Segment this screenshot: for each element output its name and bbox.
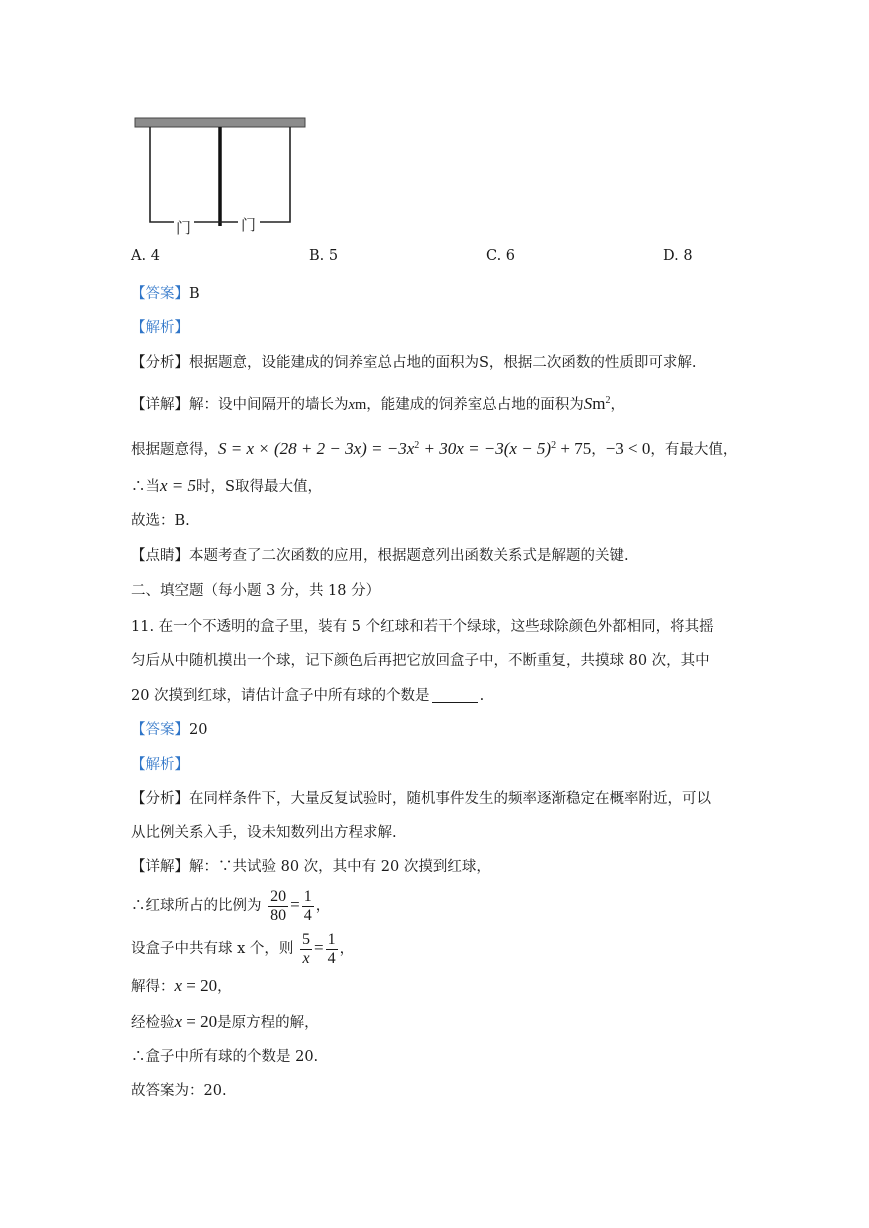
option-d: D. 8 [663, 248, 693, 264]
fenxi-tag: 【分析】 [131, 791, 189, 807]
q11-xiangjie-7: 故答案为：20. [131, 1083, 227, 1099]
xj-text: 是原方程的解， [217, 1015, 319, 1031]
unit-m: m [354, 396, 367, 413]
dianjing-text: 本题考查了二次函数的应用，根据题意列出函数关系式是解题的关键. [189, 548, 629, 564]
answer-value: 20 [189, 722, 208, 738]
equation-s: S = x × (28 + 2 − 3x) = −3x [218, 438, 415, 458]
equals: = [290, 895, 300, 914]
answer-value: B [189, 286, 200, 302]
q10-fenxi [131, 353, 697, 373]
q10-answer [131, 284, 200, 304]
numerator: 5 [302, 930, 311, 948]
fenxi-text: 根据题意，设能建成的饲养室总占地的面积为S，根据二次函数的性质即可求解. [189, 355, 697, 371]
q11-xiangjie-6: ∴盒子中所有球的个数是 20. [131, 1049, 319, 1065]
var-x: x [174, 976, 183, 995]
xj-text: 根据题意得， [131, 441, 218, 458]
q10-xiangjie-3 [131, 476, 322, 497]
q10-jiexi [131, 318, 189, 338]
section-heading: 二、填空题（每小题 3 分，共 18 分） [131, 583, 381, 599]
option-a: A. 4 [131, 248, 160, 264]
xj-text: ， [610, 396, 625, 413]
dianjing-tag: 【点睛】 [131, 548, 189, 564]
xj-text: 时，S取得最大值， [196, 479, 322, 495]
door-right-label: 门 [241, 216, 257, 234]
q11-line-1: 11. 在一个不透明的盒子里，装有 5 个红球和若干个绿球，这些球除颜色外都相同，将其摇 [131, 619, 714, 635]
numerator: 20 [270, 887, 287, 905]
unit-m2: m [592, 393, 606, 413]
option-b: B. 5 [309, 248, 339, 264]
xj-text: 解得： [131, 979, 175, 995]
right-fence-end [260, 127, 290, 222]
sup-2: 2 [605, 395, 611, 406]
equals: = [314, 938, 324, 957]
equation-s: + 75 [556, 438, 592, 458]
sup-2: 2 [551, 440, 557, 451]
left-fence [150, 127, 174, 222]
q11-fenxi-2: 从比例关系入手，设未知数列出方程求解. [131, 825, 397, 841]
inequality: −3 < 0 [605, 438, 651, 458]
door-left-label: 门 [176, 219, 192, 237]
equation-x: x = 5 [160, 476, 197, 495]
option-c: C. 6 [486, 248, 516, 264]
fenxi-text: 在同样条件下，大量反复试验时，随机事件发生的频率逐渐稳定在概率附近，可以 [189, 791, 711, 807]
q11-answer [131, 720, 207, 740]
numerator: 1 [327, 930, 336, 948]
fraction-5-x [300, 931, 312, 968]
xj-text: ，有最大值， [650, 441, 738, 458]
q10-dianjing [131, 546, 629, 566]
q11-xiangjie-2 [131, 885, 330, 926]
q10-xiangjie-4: 故选：B. [131, 513, 190, 529]
answer-blank [432, 702, 478, 703]
xj-text: ∴当 [131, 479, 160, 495]
xj-text: ， [315, 898, 331, 914]
q11-text: . [479, 688, 485, 704]
q11-line-2: 匀后从中随机摸出一个球，记下颜色后再把它放回盒子中，不断重复，共摸球 80 次，其中 [131, 653, 710, 669]
q11-xiangjie-3 [131, 928, 354, 969]
denominator: 4 [303, 906, 312, 924]
var-x: x [174, 1012, 183, 1031]
equals: = [182, 976, 201, 995]
q11-text: 20 次摸到红球，请估计盒子中所有球的个数是 [131, 688, 430, 704]
answer-tag: 【答案】 [131, 286, 189, 302]
q10-xiangjie-1 [131, 391, 625, 415]
q11-xiangjie-4 [131, 976, 232, 997]
fenxi-tag: 【分析】 [131, 355, 189, 371]
q11-xiangjie-5 [131, 1012, 319, 1033]
denominator: x [302, 949, 310, 967]
jiexi-tag: 【解析】 [131, 757, 189, 773]
denominator: 4 [327, 949, 336, 967]
q11-xiangjie-1 [131, 857, 491, 877]
xiangjie-tag: 【详解】 [131, 396, 189, 413]
answer-tag: 【答案】 [131, 722, 189, 738]
xj-text: ，能建成的饲养室总占地的面积为 [366, 396, 584, 413]
xj-text: ， [591, 441, 606, 458]
xj-text: ， [339, 941, 355, 957]
value: 20 [200, 976, 218, 995]
equals: = [182, 1012, 201, 1031]
numerator: 1 [303, 887, 312, 905]
q11-fenxi-1 [131, 789, 711, 809]
equation-s: + 30x = −3(x − 5) [419, 438, 552, 458]
xj-text: 经检验 [131, 1015, 175, 1031]
xj-text: 解：设中间隔开的墙长为 [189, 396, 349, 413]
value: 20 [200, 1012, 218, 1031]
xj-text: 解：∵共试验 80 次，其中有 20 次摸到红球， [189, 859, 491, 875]
var-s: S [583, 393, 593, 413]
q10-xiangjie-2 [131, 436, 737, 460]
wall-bar [135, 118, 305, 127]
q11-line-3 [131, 686, 484, 706]
var-x: x [348, 396, 355, 413]
enclosure-diagram [130, 112, 310, 237]
xj-text: 设盒子中共有球 x 个，则 [131, 941, 294, 957]
denominator: 80 [270, 906, 287, 924]
sup-2: 2 [414, 440, 420, 451]
fraction-1-4 [302, 888, 314, 925]
fraction-1-4 [326, 931, 338, 968]
xiangjie-tag: 【详解】 [131, 859, 189, 875]
xj-text: ∴红球所占的比例为 [131, 898, 262, 914]
xj-text: ， [217, 979, 232, 995]
jiexi-tag: 【解析】 [131, 320, 189, 336]
fraction-20-80 [268, 888, 288, 925]
q11-jiexi [131, 755, 189, 775]
